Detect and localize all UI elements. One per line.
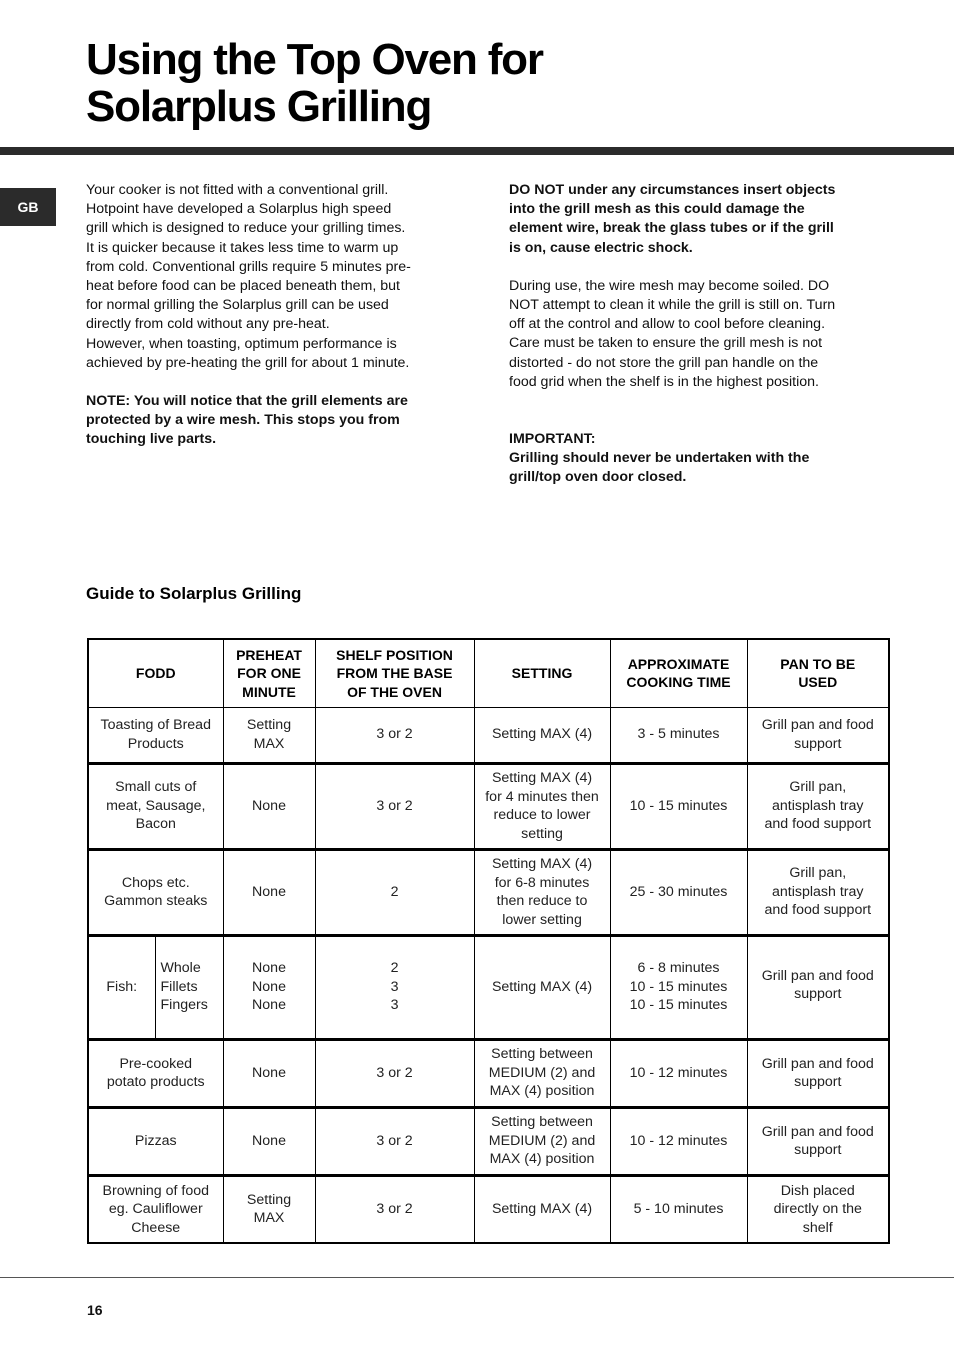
cell-fish-label: Fish:	[88, 935, 155, 1039]
cleaning-line: food grid when the shelf is in the highest position.	[509, 373, 819, 390]
important-label: IMPORTANT:	[509, 431, 596, 448]
cell-setting: Setting MAX (4) for 4 minutes then reduce to lower setting	[474, 763, 610, 849]
intro-paragraph	[86, 181, 458, 373]
footer-rule	[0, 1277, 954, 1278]
intro-line: However, when toasting, optimum performance is	[86, 335, 397, 352]
cell-pan: Grill pan and food support	[747, 1039, 889, 1107]
cleaning-line: NOT attempt to clean it while the grill is still on. Turn	[509, 297, 836, 314]
note-paragraph	[86, 392, 458, 450]
table-row-fish	[88, 935, 889, 1039]
right-column	[509, 181, 884, 488]
cell-shelf: 2	[315, 849, 474, 935]
title-line-2: Solarplus Grilling	[86, 82, 432, 131]
header-rule	[0, 147, 954, 155]
cell-time: 3 - 5 minutes	[610, 707, 747, 763]
cell-time: 10 - 15 minutes	[610, 763, 747, 849]
warning-line: into the grill mesh as this could damage the	[509, 201, 805, 218]
header-food: FODD	[88, 639, 223, 707]
cell-shelf: 3 or 2	[315, 1107, 474, 1175]
cell-shelf: 3 or 2	[315, 1175, 474, 1243]
cell-shelf: 3 or 2	[315, 763, 474, 849]
note-line: NOTE: You will notice that the grill elements are	[86, 393, 408, 410]
cell-preheat: None	[223, 849, 315, 935]
cell-shelf: 3 or 2	[315, 707, 474, 763]
header-setting: SETTING	[474, 639, 610, 707]
table-row	[88, 849, 889, 935]
intro-line: directly from cold without any pre-heat.	[86, 316, 330, 333]
important-paragraph	[509, 430, 884, 488]
cell-preheat: None	[223, 763, 315, 849]
cell-preheat: None None None	[223, 935, 315, 1039]
cell-food: Pre-cooked potato products	[88, 1039, 223, 1107]
table-header-row	[88, 639, 889, 707]
cell-setting: Setting MAX (4) for 6-8 minutes then reduce to lower setting	[474, 849, 610, 935]
cell-pan: Dish placed directly on the shelf	[747, 1175, 889, 1243]
cell-food: Pizzas	[88, 1107, 223, 1175]
table-row	[88, 763, 889, 849]
note-line: touching live parts.	[86, 431, 217, 448]
intro-line: grill which is designed to reduce your grilling times.	[86, 220, 406, 237]
cell-setting: Setting between MEDIUM (2) and MAX (4) position	[474, 1039, 610, 1107]
header-pan: PAN TO BE USED	[747, 639, 889, 707]
intro-line: for normal grilling the Solarplus grill can be used	[86, 297, 389, 314]
cell-time: 10 - 12 minutes	[610, 1039, 747, 1107]
page-number: 16	[87, 1302, 103, 1318]
cell-fish-types: Whole Fillets Fingers	[155, 935, 223, 1039]
important-line: grill/top oven door closed.	[509, 469, 687, 486]
cell-pan: Grill pan, antisplash tray and food support	[747, 849, 889, 935]
cell-time: 10 - 12 minutes	[610, 1107, 747, 1175]
warning-line: DO NOT under any circumstances insert objects	[509, 182, 836, 198]
intro-line: Hotpoint have developed a Solarplus high speed	[86, 201, 392, 218]
page-title	[86, 36, 846, 130]
cell-setting: Setting MAX (4)	[474, 935, 610, 1039]
cell-pan: Grill pan, antisplash tray and food support	[747, 763, 889, 849]
cell-shelf: 2 3 3	[315, 935, 474, 1039]
intro-line: achieved by pre-heating the grill for about 1 minute.	[86, 354, 410, 371]
cleaning-line: distorted - do not store the grill pan handle on the	[509, 354, 819, 371]
title-line-1: Using the Top Oven for	[86, 35, 543, 84]
warning-paragraph	[509, 181, 884, 258]
cleaning-paragraph	[509, 277, 884, 392]
intro-line: Your cooker is not fitted with a conventional grill.	[86, 182, 389, 198]
cell-food: Toasting of Bread Products	[88, 707, 223, 763]
cell-preheat: Setting MAX	[223, 707, 315, 763]
cell-pan: Grill pan and food support	[747, 935, 889, 1039]
header-shelf-position: SHELF POSITION FROM THE BASE OF THE OVEN	[315, 639, 474, 707]
cleaning-line: During use, the wire mesh may become soiled. DO	[509, 277, 830, 294]
cell-setting: Setting MAX (4)	[474, 707, 610, 763]
table-row	[88, 1039, 889, 1107]
warning-line: element wire, break the glass tubes or if the grill	[509, 220, 834, 237]
important-line: Grilling should never be undertaken with the	[509, 450, 810, 467]
cell-pan: Grill pan and food support	[747, 1107, 889, 1175]
cell-time: 5 - 10 minutes	[610, 1175, 747, 1243]
cell-shelf: 3 or 2	[315, 1039, 474, 1107]
cell-time: 25 - 30 minutes	[610, 849, 747, 935]
intro-line: heat before food can be placed beneath them, but	[86, 278, 400, 295]
header-preheat: PREHEAT FOR ONE MINUTE	[223, 639, 315, 707]
language-tab: GB	[0, 188, 56, 226]
cell-setting: Setting between MEDIUM (2) and MAX (4) position	[474, 1107, 610, 1175]
cell-food: Chops etc. Gammon steaks	[88, 849, 223, 935]
table-row	[88, 1175, 889, 1243]
intro-line: from cold. Conventional grills require 5 minutes pre-	[86, 258, 411, 275]
cell-pan: Grill pan and food support	[747, 707, 889, 763]
grilling-guide-table	[87, 638, 890, 1244]
cell-setting: Setting MAX (4)	[474, 1175, 610, 1243]
header-cooking-time: APPROXIMATE COOKING TIME	[610, 639, 747, 707]
cleaning-line: Care must be taken to ensure the grill mesh is not	[509, 335, 823, 352]
intro-line: It is quicker because it takes less time to warm up	[86, 239, 399, 256]
cell-time: 6 - 8 minutes 10 - 15 minutes 10 - 15 minutes	[610, 935, 747, 1039]
cell-preheat: None	[223, 1107, 315, 1175]
table-row	[88, 1107, 889, 1175]
cell-food: Browning of food eg. Cauliflower Cheese	[88, 1175, 223, 1243]
cell-preheat: None	[223, 1039, 315, 1107]
warning-line: is on, cause electric shock.	[509, 239, 693, 256]
cleaning-line: off at the control and allow to cool before cleaning.	[509, 316, 826, 333]
cell-preheat: Setting MAX	[223, 1175, 315, 1243]
table-row	[88, 707, 889, 763]
cell-food: Small cuts of meat, Sausage, Bacon	[88, 763, 223, 849]
guide-heading: Guide to Solarplus Grilling	[86, 584, 302, 603]
left-column	[86, 181, 458, 450]
note-line: protected by a wire mesh. This stops you from	[86, 412, 400, 429]
